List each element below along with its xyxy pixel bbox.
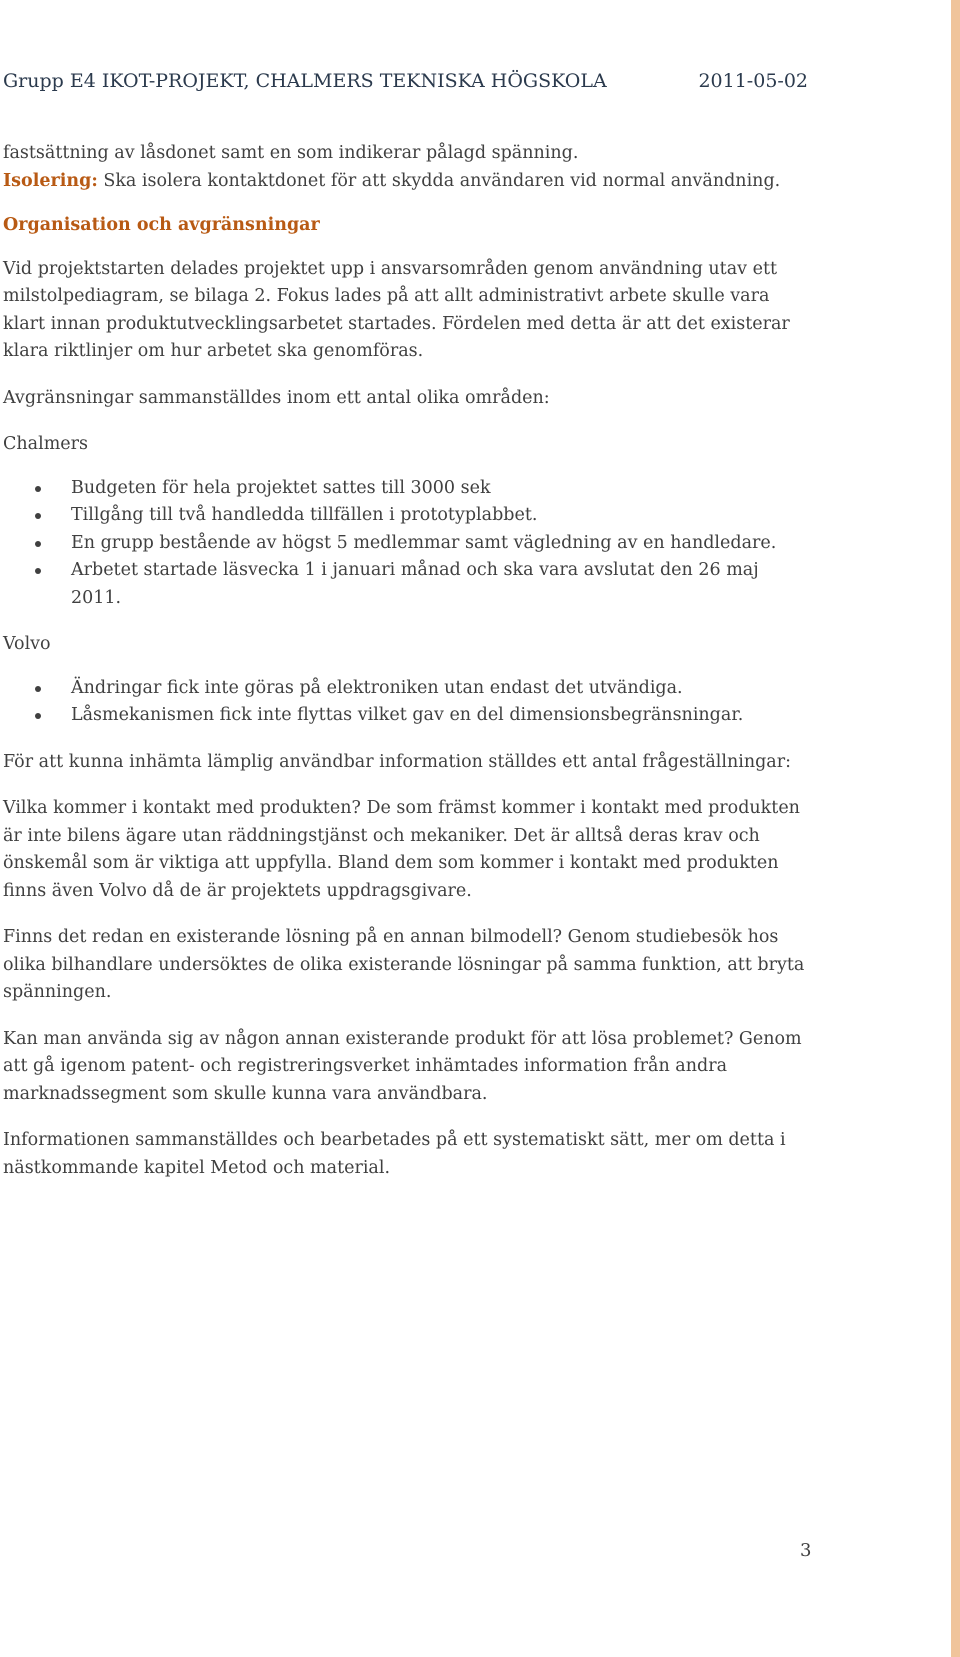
chalmers-list xyxy=(3,475,808,613)
paragraph-informationen: Informationen sammanställdes och bearbetades på ett systematiskt sätt, mer om detta i nästkommande kapitel Metod och material. xyxy=(3,1130,786,1178)
page-header xyxy=(3,70,808,92)
paragraph-fragestallningar: För att kunna inhämta lämplig användbar information ställdes ett antal frågeställningar: xyxy=(3,751,792,772)
list-item: Arbetet startade läsvecka 1 i januari månad och ska vara avslutat den 26 maj 2011. xyxy=(71,557,808,612)
isolering-text: Ska isolera kontaktdonet för att skydda användaren vid normal användning. xyxy=(97,170,781,191)
chalmers-label: Chalmers xyxy=(3,434,88,454)
header-title: Grupp E4 IKOT-PROJEKT, CHALMERS TEKNISKA HÖGSKOLA xyxy=(3,70,607,92)
paragraph-kan-man: Kan man använda sig av någon annan existerande produkt för att lösa problemet? Genom att gå igenom patent- och registreringsverket inhämtades information från andra marknadssegment som skulle kunna vara användbara. xyxy=(3,1028,802,1104)
page-edge-bar xyxy=(951,0,960,1657)
section-heading: Organisation och avgränsningar xyxy=(3,215,320,235)
paragraph-projektstart: Vid projektstarten delades projektet upp i ansvarsområden genom användning utav ett milstolpediagram, se bilaga 2. Fokus lades på att allt administrativt arbete skulle vara klart innan produktutvecklingsarbetet startades. Fördelen med detta är att det existerar klara riktlinjer om hur arbetet ska genomföras. xyxy=(3,258,790,361)
volvo-list xyxy=(3,675,808,730)
list-item: En grupp bestående av högst 5 medlemmar samt vägledning av en handledare. xyxy=(71,530,808,558)
page-number: 3 xyxy=(800,1540,812,1561)
list-item: Tillgång till två handledda tillfällen i prototyplabbet. xyxy=(71,502,808,530)
paragraph-avgransningar: Avgränsningar sammanställdes inom ett antal olika områden: xyxy=(3,387,550,408)
volvo-label: Volvo xyxy=(3,634,51,654)
document-body xyxy=(3,140,808,1182)
isolering-label: Isolering: xyxy=(3,170,98,191)
paragraph-vilka-kommer: Vilka kommer i kontakt med produkten? De som främst kommer i kontakt med produkten är inte bilens ägare utan räddningstjänst och mekaniker. Det är alltså deras krav och önskemål som är viktiga att uppfylla. Bland dem som kommer i kontakt med produkten finns även Volvo då de är projektets uppdragsgivare. xyxy=(3,798,800,901)
header-date: 2011-05-02 xyxy=(698,70,808,92)
paragraph-isolering xyxy=(3,168,808,196)
paragraph-fastsattning: fastsättning av låsdonet samt en som indikerar pålagd spänning. xyxy=(3,143,579,163)
list-item: Låsmekanismen fick inte flyttas vilket gav en del dimensionsbegränsningar. xyxy=(71,702,808,730)
list-item: Budgeten för hela projektet sattes till 3000 sek xyxy=(71,475,808,503)
list-item: Ändringar fick inte göras på elektroniken utan endast det utvändiga. xyxy=(71,675,808,703)
paragraph-finns-det: Finns det redan en existerande lösning på en annan bilmodell? Genom studiebesök hos olika bilhandlare undersöktes de olika existerande lösningar på samma funktion, att bryta spänningen. xyxy=(3,927,805,1002)
